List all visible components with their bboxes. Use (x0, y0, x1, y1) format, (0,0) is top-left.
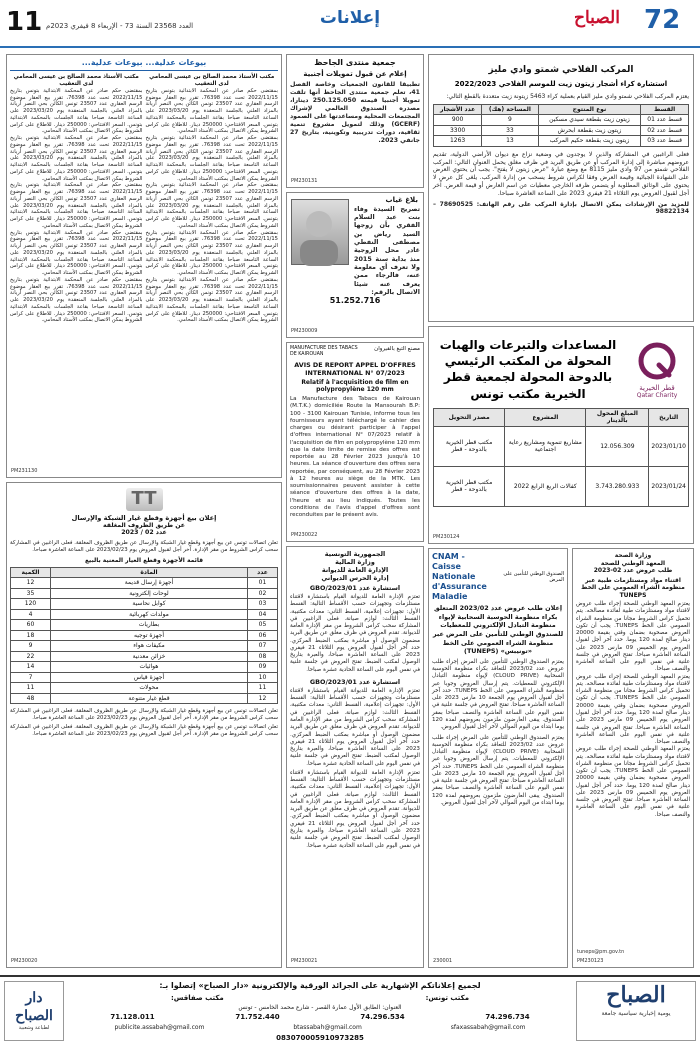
ad-qatar-ref: PM230124 (433, 533, 460, 540)
ad-tt-number: عدد 02 / 2023 (121, 529, 167, 537)
tabac-header (290, 346, 420, 358)
ad-finance-title1: الجمهورية التونسية (324, 550, 386, 558)
judicial-col (146, 74, 279, 324)
table-cell: 120 (11, 599, 51, 610)
ad-judicial-ref: PM231130 (11, 467, 38, 474)
ad-finance-title4: إدارة الحرس الديواني (321, 574, 389, 582)
judicial-body: بمقتضى حكم صادر عن المحكمة الابتدائية بتونس بتاريخ 2022/11/15 تحت عدد 76398، تقرر بيع العقار موضوع الرسم العقاري عدد 23507 تونس الكائن بحي النصر أريانة بالمزاد العلني بالجلسة المنعقدة يوم 2023/03/20 على الساعة التاسعة صباحا بقاعة الجلسات بالمحكمة الابتدائية بتونس. السعر الافتتاحي: 250000 دينار. للاطلاع على كراس الشروط يمكن الاتصال بمكتب الأستاذ المحامي. (145, 229, 279, 277)
ad-tt-title: إعلان بيع أجهزة وقطع غيار الشبكة والإرسال (71, 513, 217, 522)
table-cell: لوحات إلكترونية (51, 588, 248, 599)
ad-health-title1: وزارة الصحة (614, 552, 652, 559)
ad-finance-body: تعتزم الإدارة العامة للديوانة القيام باستشارة لاقتناء مستلزمات وتجهيزات حسب الأقساط التالية: القسط الأول: تجهيزات إعلامية، القسط الثاني: معدات مكتبية، القسط الثالث: لوازم صيانة. فعلى الراغبين في المشاركة سحب كراس الشروط من مقر الإدارة العامة للديوانة. تقدم العروض في ظرف مغلق عن طريق البريد مضمون الوصول أو مباشرة بمكتب الضبط المركزي. حدد آخر أجل لقبول العروض يوم الثلاثاء 21 فيفري 2023 على الساعة العاشرة صباحا، والعبرة بتاريخ الوصول لمكتب الضبط. تفتح العروض في جلسة علنية في نفس اليوم على الساعة الحادية عشرة صباحا. (290, 594, 420, 673)
ad-jahedh-body: تطبيقا للقانون الجمعيات وخاصة الفصل 41، تعلم جمعية منتدى الجاحظ أنها تلقت تمويلا أجنبيا قيمته 250.125.050 دينارا، مصدره الصندوق العالمي لإشراك المجتمعات المحلية ومساعدتها على الصمود (GCERF) وذلك لتمويل مشروع تنمية ثقافية، دورات تدريبية وتكوينية، بتاريخ 27 جانفي 2023. (290, 80, 420, 145)
table-cell: 01 (248, 578, 278, 589)
table-cell: 14 (11, 662, 51, 673)
issue-meta: العدد 23568 السنة 73 - الإربعاء 8 فيفري 2023م (46, 22, 194, 30)
person-photo-icon (290, 200, 348, 266)
table-cell: 06 (248, 630, 278, 641)
ad-finance-subtitle: استشارة عدد GBO/2023/01 (309, 584, 401, 592)
footer-logo-name: الصباح (606, 982, 666, 1008)
table-cell: 11 (11, 683, 51, 694)
qatar-logo-ar: قطر الخيرية (639, 383, 675, 392)
ad-olive-body: فعلى الراغبين في المشاركة والذين لا يوجدون في وضعية نزاع مع ديوان الأراضي الدولية، تقديم عروضهم مباشرة إلى إدارة المركب أو عن طريق البريد في ظرف مغلق يحمل العنوان التالي: المركب الفلاحي شمتو من 97 وادي مليز 8115 مع وضع عبارة "عرض زيتون لا يفتح". يجب أن يحتوي العرض على الشهادة الجبائية وقيمة العرض وفقا لكراس شروط يسحب من إدارة المركب. يلغى كل عرض لا يحتوي على الوثائق المطلوبة أو يتضمن ظرفه الخارجي معطيات عن اسم العارض أو قيمة العرض. آخر أجل لقبول العروض يوم الثلاثاء 21 فيفري 2023 على الساعة العاشرة صباحا. (433, 150, 690, 197)
tt-header (10, 488, 278, 511)
table-cell: 09 (248, 662, 278, 673)
ad-cnam (428, 548, 568, 968)
table-row (11, 588, 278, 599)
ad-jahedh-subtitle: إعلام عن قبول تمويلات أجنبية (303, 70, 407, 78)
col-header: المساحة (هك) (482, 104, 538, 115)
judicial-body: بمقتضى حكم صادر عن المحكمة الابتدائية بتونس بتاريخ 2022/11/15 تحت عدد 76398، تقرر بيع العقار موضوع الرسم العقاري عدد 23507 تونس الكائن بحي النصر أريانة بالمزاد العلني بالجلسة المنعقدة يوم 2023/03/20 على الساعة التاسعة صباحا بقاعة الجلسات بالمحكمة الابتدائية بتونس. السعر الافتتاحي: 250000 دينار. للاطلاع على كراس الشروط يمكن الاتصال بمكتب الأستاذ المحامي. (10, 229, 143, 277)
table-cell: 4 (11, 609, 51, 620)
table-cell: كفالات الربع الرابع 2022 (505, 466, 586, 506)
table-cell: 08 (248, 651, 278, 662)
table-row (11, 641, 278, 652)
ad-health-body: يعتزم المعهد الوطني للصحة إجراء طلب عروض لاقتناء مواد ومستلزمات طبية لفائدة مصالحه. يتم تحميل كراس الشروط مجانا من منظومة الشراء العمومي على الخط TUNEPS. يجب أن تكون العروض مصحوبة بضمان وقتي بقيمة 20000 دينار صالح لمدة 120 يوما. حدد آخر أجل لقبول العروض يوم الخميس 09 مارس 2023 على الساعة العاشرة صباحا. تفتح العروض في جلسة علنية في نفس اليوم على الساعة العاشرة والنصف صباحا. (576, 673, 690, 746)
footer-phone: 71.752.440 (235, 1013, 280, 1022)
table-cell: قسط عدد 03 (641, 136, 689, 147)
table-cell: 04 (248, 609, 278, 620)
ad-judicial-title: بيوعات عدلية... بيوعات عدلية... (10, 58, 278, 71)
ad-olive-title: المركب الفلاحي شمتو وادي مليز (488, 65, 634, 75)
table-row (11, 672, 278, 683)
page-footer (0, 975, 700, 1045)
tabac-org-ar: مصنع التبغ بالقيروان (374, 346, 420, 352)
ad-health-subtitle: اقتناء مواد ومستلزمات طبية عبر منظومة الشراء العمومي على الخط TUNEPS (581, 576, 685, 599)
footer-phone: 74.296.734 (485, 1013, 530, 1022)
table-cell: أجهزة قياس (51, 672, 248, 683)
newspaper-logo (574, 4, 694, 42)
judicial-lawyer: مكتب الأستاذ محمد الصالح بن عيسى المحامي لدى التعقيب (149, 74, 275, 87)
table-cell: خزائن معدنية (51, 651, 248, 662)
ad-qatar (428, 326, 694, 544)
table-row (434, 426, 689, 466)
table-cell: أجهزة إرسال قديمة (51, 578, 248, 589)
col-header: التاريخ (649, 408, 689, 426)
table-row (11, 609, 278, 620)
judicial-body: بمقتضى حكم صادر عن المحكمة الابتدائية بتونس بتاريخ 2022/11/15 تحت عدد 76398، تقرر بيع العقار موضوع الرسم العقاري عدد 23507 تونس الكائن بحي النصر أريانة بالمزاد العلني بالجلسة المنعقدة يوم 2023/03/20 على الساعة التاسعة صباحا بقاعة الجلسات بالمحكمة الابتدائية بتونس. السعر الافتتاحي: 250000 دينار. للاطلاع على كراس الشروط يمكن الاتصال بمكتب الأستاذ المحامي. (10, 276, 143, 324)
footer-email[interactable]: sfaxassabah@gmail.com (450, 1024, 526, 1031)
cnam-logo-row (432, 552, 564, 602)
ad-health-title3: طلب عروض عدد 02-2023 (593, 567, 673, 574)
table-cell: زيتون زيت بقطعة ابحرش (538, 125, 641, 136)
table-cell: قسط عدد 02 (641, 125, 689, 136)
table-cell: 9 (482, 115, 538, 126)
ad-finance-subtitle: استشارة عدد GBO/2023/01 (309, 677, 401, 686)
table-cell: 18 (11, 630, 51, 641)
ad-tt-table (10, 567, 278, 705)
ad-olive-table (433, 104, 689, 147)
ad-finance-title2: وزارة المالية (335, 558, 375, 566)
footer-phones (70, 1013, 570, 1022)
table-cell: 1263 (434, 136, 482, 147)
ad-olive (428, 54, 694, 322)
table-cell: 60 (11, 620, 51, 631)
table-row (11, 620, 278, 631)
qatar-logo (627, 341, 687, 400)
tt-logo: TT (126, 488, 163, 511)
table-row (434, 115, 689, 126)
table-row (11, 693, 278, 704)
table-cell: 11 (248, 683, 278, 694)
qatar-charity-icon (637, 341, 677, 381)
ad-qatar-table (433, 408, 689, 507)
table-cell: 22 (11, 651, 51, 662)
logo-name: الصباح (574, 8, 620, 28)
table-row (11, 578, 278, 589)
table-row (434, 466, 689, 506)
col-header: الكمية (11, 567, 51, 578)
table-cell: زيتون زيت بقطعة حكيم المركب (538, 136, 641, 147)
footer-phone: 74.296.534 (360, 1013, 405, 1022)
table-cell: 33 (482, 125, 538, 136)
judicial-lawyer: مكتب الأستاذ محمد الصالح بن عيسى المحامي لدى التعقيب (13, 74, 139, 87)
judicial-columns (10, 74, 278, 324)
page-number: 11 (6, 7, 43, 37)
table-cell: 05 (248, 620, 278, 631)
ad-cnam-body: يعتزم الصندوق الوطني للتأمين على المرض إجراء طلب عروض عدد 2023/02 للتعاقد بكراء منظومة الحوسبة السحابية (CLOUD PRIVE) لإيواء منظومة التبادل الإلكتروني للمعطيات. يتم إرسال العروض وجوبا عبر منظومة الشراء العمومي على الخط TUNEPS. حدد آخر أجل لقبول العروض يوم الجمعة 10 مارس 2023 على الساعة العاشرة صباحا. تفتح العروض في جلسة علنية في نفس اليوم على الساعة العاشرة والنصف صباحا بمقر الصندوق. يبقى العارضون ملزمون بعروضهم لمدة 120 يوما ابتداء من اليوم الموالي لآخر أجل لقبول العروض. (432, 734, 564, 806)
ad-tabac-subtitle: Relatif à l'acquisition de film en polypropylène 120 mm (301, 378, 409, 394)
ad-olive-intro: يعتزم المركب الفلاحي شمتو وادي مليز القيام بعملية كراء 5463 زيتونة زيت متعددة بالقطع التالي: (446, 93, 689, 100)
col-header: عدد (248, 567, 278, 578)
table-row (11, 630, 278, 641)
table-cell: أجهزة توجيه (51, 630, 248, 641)
ad-qatar-title: المساعدات والتبرعات والهبات المحولة من المكتب الرئيسي بالدوحة المحولة لجمعية قطر الخيرية مكتب تونس (439, 338, 617, 401)
ad-health (572, 548, 694, 968)
judicial-body: بمقتضى حكم صادر عن المحكمة الابتدائية بتونس بتاريخ 2022/11/15 تحت عدد 76398، تقرر بيع العقار موضوع الرسم العقاري عدد 23507 تونس الكائن بحي النصر أريانة بالمزاد العلني بالجلسة المنعقدة يوم 2023/03/20 على الساعة التاسعة صباحا بقاعة الجلسات بالمحكمة الابتدائية بتونس. السعر الافتتاحي: 250000 دينار. للاطلاع على كراس الشروط يمكن الاتصال بمكتب الأستاذ المحامي. (145, 135, 279, 182)
ad-tabac-ref: PM230022 (291, 531, 318, 538)
ad-health-ref: PM230123 (577, 957, 604, 964)
ad-finance-body: تعتزم الإدارة العامة للديوانة القيام باستشارة لاقتناء مستلزمات وتجهيزات حسب الأقساط التالية: القسط الأول: تجهيزات إعلامية، القسط الثاني: معدات مكتبية، القسط الثالث: لوازم صيانة. فعلى الراغبين في المشاركة سحب كراس الشروط من مقر الإدارة العامة للديوانة. تقدم العروض في ظرف مغلق عن طريق البريد مضمون الوصول أو مباشرة بمكتب الضبط المركزي. حدد آخر أجل لقبول العروض يوم الثلاثاء 21 فيفري 2023 على الساعة العاشرة صباحا، والعبرة بتاريخ الوصول لمكتب الضبط. تفتح العروض في جلسة علنية في نفس اليوم على الساعة الحادية عشرة صباحا. (290, 769, 420, 849)
footer-logo-small-tag: لطباعة وشعبية (18, 1025, 50, 1031)
table-cell: زيتون زيت بقطعة سيدي مسكين (538, 115, 641, 126)
table-cell: 2023/01/24 (649, 466, 689, 506)
col-header: عدد الأشجار (434, 104, 482, 115)
cnam-org-fr: CNAM - Caisse Nationale d'Assurance Maladie (432, 552, 487, 601)
footer-logo-tag: يومية إخبارية سياسية جامعة (601, 1009, 671, 1017)
ad-finance-body: تعتزم الإدارة العامة للديوانة القيام باستشارة لاقتناء مستلزمات وتجهيزات حسب الأقساط التالية: القسط الأول: تجهيزات إعلامية، القسط الثاني: معدات مكتبية، القسط الثالث: لوازم صيانة. فعلى الراغبين في المشاركة سحب كراس الشروط من مقر الإدارة العامة للديوانة. تقدم العروض في ظرف مغلق عن طريق البريد مضمون الوصول أو مباشرة بمكتب الضبط المركزي. حدد آخر أجل لقبول العروض يوم الثلاثاء 21 فيفري 2023 على الساعة العاشرة صباحا، والعبرة بتاريخ الوصول لمكتب الضبط. تفتح العروض في جلسة علنية في نفس اليوم على الساعة الحادية عشرة صباحا. (290, 687, 420, 767)
table-cell: 35 (11, 588, 51, 599)
footer-office-sfax: مكتب صفاقس: (170, 994, 224, 1002)
footer-emails (70, 1024, 570, 1032)
col-header: المشروع (505, 408, 586, 426)
judicial-body: بمقتضى حكم صادر عن المحكمة الابتدائية بتونس بتاريخ 2022/11/15 تحت عدد 76398، تقرر بيع العقار موضوع الرسم العقاري عدد 23507 تونس الكائن بحي النصر أريانة بالمزاد العلني بالجلسة المنعقدة يوم 2023/03/20 على الساعة التاسعة صباحا بقاعة الجلسات بالمحكمة الابتدائية بتونس. السعر الافتتاحي: 250000 دينار. للاطلاع على كراس الشروط يمكن الاتصال بمكتب الأستاذ المحامي. (145, 87, 279, 135)
footer-contact (70, 981, 570, 1042)
ad-olive-subtitle: استشارة كراء أشجار زيتون زيت للموسم الفلاحي 2022/2023 (454, 80, 668, 89)
ad-health-body: يعتزم المعهد الوطني للصحة إجراء طلب عروض لاقتناء مواد ومستلزمات طبية لفائدة مصالحه. يتم تحميل كراس الشروط مجانا من منظومة الشراء العمومي على الخط TUNEPS. يجب أن تكون العروض مصحوبة بضمان وقتي بقيمة 20000 دينار صالح لمدة 120 يوما. حدد آخر أجل لقبول العروض يوم الخميس 09 مارس 2023 على الساعة العاشرة صباحا. تفتح العروض في جلسة علنية في نفس اليوم على الساعة العاشرة والنصف صباحا. (576, 746, 690, 818)
ad-cnam-body: يعتزم الصندوق الوطني للتأمين على المرض إجراء طلب عروض عدد 2023/02 للتعاقد بكراء منظومة الحوسبة السحابية (CLOUD PRIVE) لإيواء منظومة التبادل الإلكتروني للمعطيات. يتم إرسال العروض وجوبا عبر منظومة الشراء العمومي على الخط TUNEPS. حدد آخر أجل لقبول العروض يوم الجمعة 10 مارس 2023 على الساعة العاشرة صباحا. تفتح العروض في جلسة علنية في نفس اليوم على الساعة العاشرة والنصف صباحا بمقر الصندوق. يبقى العارضون ملزمون بعروضهم لمدة 120 يوما ابتداء من اليوم الموالي لآخر أجل لقبول العروض. (432, 658, 564, 731)
table-cell: مولدات كهربائية (51, 609, 248, 620)
table-cell: 7 (11, 672, 51, 683)
table-cell: 9 (11, 641, 51, 652)
ad-tabac-body: La Manufacture des Tabacs de Kairouan (M.T.K.) domiciliée Route la Mansourah B.P: 100 - 3100 Kairouan Tunisie, informe tous les fournisseurs ayant téléchargé le cahier des charges ou désirant participer à l'appel d'offres international N° 07/2023 relatif à l'acquisition de film en polypropylène 120 mm que la date limite de remise des offres est reportée au 28 Février 2023 jusqu'à 10 heures. La séance d'ouverture des offres sera reportée, par conséquent, au 28 Février 2023 à 12 heures au siège de la MTK. Les soumissionnaires peuvent assister à cette séance d'ouverture des offres à la date, l'heure et au lieu indiqués. Toutes les conditions de l'avis d'appel d'offres sont reconduites par le présent avis. (290, 395, 421, 519)
footer-address: العنوان: الطابق الأول عمارة القصر - شارع محمد الخامس - تونس (238, 1003, 402, 1011)
footer-email[interactable]: btassabah@gmail.com (293, 1024, 362, 1031)
tabac-org-fr: MANUFACTURE DES TABACS DE KAIROUAN (290, 346, 358, 357)
table-cell: 07 (248, 641, 278, 652)
ad-finance-title3: الإدارة العامة للديوانة (321, 566, 389, 574)
ad-tt (6, 482, 282, 968)
footer-phone: 71.128.011 (110, 1013, 155, 1022)
table-cell: مكتب قطر الخيرية بالدوحة - قطر (434, 466, 505, 506)
ad-tabac (286, 342, 424, 542)
ad-jahedh-title: جمعية منتدى الجاحظ (314, 58, 396, 67)
table-row (11, 599, 278, 610)
col-header: القسط (641, 104, 689, 115)
footer-logo-small-name: دار الصباح (15, 990, 53, 1024)
table-cell: مكتب قطر الخيرية بالدوحة - قطر (434, 426, 505, 466)
ad-absence-body: تصريح السيدة وفاء بنت عبد السلام الفقري بأن زوجها السيد رياض بن مصطفى النفطي غادر محل الزوجية منذ بداية سنة 2015 ولا تعرف أي معلومة عنه، فالرجاء ممن يعرف عنه شيئا الاتصال بالرقم: (354, 204, 420, 297)
ad-health-body: يعتزم المعهد الوطني للصحة إجراء طلب عروض لاقتناء مواد ومستلزمات طبية لفائدة مصالحه. يتم تحميل كراس الشروط مجانا من منظومة الشراء العمومي على الخط TUNEPS. يجب أن تكون العروض مصحوبة بضمان وقتي بقيمة 20000 دينار صالح لمدة 120 يوما. حدد آخر أجل لقبول العروض يوم الخميس 09 مارس 2023 على الساعة العاشرة صباحا. تفتح العروض في جلسة علنية في نفس اليوم على الساعة العاشرة والنصف صباحا. (576, 601, 690, 673)
ad-absence-phone: 51.252.716 (329, 296, 381, 306)
table-row (11, 651, 278, 662)
ad-absence (286, 192, 424, 338)
ad-judicial (6, 54, 282, 478)
ad-jahedh (286, 54, 424, 188)
logo-number: 72 (644, 5, 681, 35)
table-cell: 3.743.280.933 (586, 466, 649, 506)
table-cell: بطاريات (51, 620, 248, 631)
ad-tabac-title: AVIS DE REPORT APPEL D'OFFRES INTERNATIONAL N° 07/2023 (294, 360, 416, 377)
footer-logo-small (4, 981, 64, 1041)
judicial-col (10, 74, 143, 324)
section-title: إعلانات (319, 8, 381, 28)
cnam-org-ar: الصندوق الوطني للتأمين على المرض (503, 570, 564, 583)
ad-tt-body: تعلن اتصالات تونس عن بيع أجهزة وقطع غيار الشبكة والإرسال عن طريق الظروف المغلقة. فعلى الراغبين في المشاركة سحب كراس الشروط من مقر الإدارة. آخر أجل لقبول العروض يوم 2023/02/23 على الساعة العاشرة صباحا. (10, 540, 278, 554)
table-cell: 12.056.309 (586, 426, 649, 466)
table-cell: هوائيات (51, 662, 248, 673)
footer-logo (576, 981, 696, 1041)
table-cell: 3300 (434, 125, 482, 136)
ad-cnam-ref: 230001 (433, 957, 453, 964)
ad-tt-body: تعلن اتصالات تونس عن بيع أجهزة وقطع غيار الشبكة والإرسال عن طريق الظروف المغلقة. فعلى الراغبين في المشاركة سحب كراس الشروط من مقر الإدارة. آخر أجل لقبول العروض يوم 2023/02/23 على الساعة العاشرة صباحا. (10, 708, 278, 722)
ad-tt-subtitle: عن طريق الظروف المغلقة (102, 521, 185, 529)
judicial-body: بمقتضى حكم صادر عن المحكمة الابتدائية بتونس بتاريخ 2022/11/15 تحت عدد 76398، تقرر بيع العقار موضوع الرسم العقاري عدد 23507 تونس الكائن بحي النصر أريانة بالمزاد العلني بالجلسة المنعقدة يوم 2023/03/20 على الساعة التاسعة صباحا بقاعة الجلسات بالمحكمة الابتدائية بتونس. السعر الافتتاحي: 250000 دينار. للاطلاع على كراس الشروط يمكن الاتصال بمكتب الأستاذ المحامي. (10, 182, 143, 229)
table-cell: 03 (248, 599, 278, 610)
ad-olive-contact: للمزيد من الإرشادات يمكن الاتصال بإدارة المركب على رقم الهاتف: 78690525 – 98822134 (433, 200, 690, 216)
table-cell: 48 (11, 693, 51, 704)
ad-jahedh-ref: PM230131 (291, 177, 318, 184)
table-cell: 2023/01/10 (649, 426, 689, 466)
table-cell: مشاريع تنموية ومشاريع رعاية اجتماعية (505, 426, 586, 466)
table-cell: قسط عدد 01 (641, 115, 689, 126)
table-cell: مكيفات هواء (51, 641, 248, 652)
table-row (434, 136, 689, 147)
page-header (0, 0, 700, 48)
qatar-logo-en: Qatar Charity (636, 392, 678, 400)
ad-tt-ref: PM230020 (11, 957, 38, 964)
footer-headline: لجميع إعلاناتكم الإشهارية على الجرائد الورقية والإلكترونية «دار الصباح» إتصلوا بـ: (159, 981, 481, 990)
ad-health-title2: المعهد الوطني للصحة (600, 559, 666, 567)
col-header: مصدر التحويل (434, 408, 505, 426)
table-row (11, 662, 278, 673)
footer-offices (70, 994, 570, 1003)
judicial-body: بمقتضى حكم صادر عن المحكمة الابتدائية بتونس بتاريخ 2022/11/15 تحت عدد 76398، تقرر بيع العقار موضوع الرسم العقاري عدد 23507 تونس الكائن بحي النصر أريانة بالمزاد العلني بالجلسة المنعقدة يوم 2023/03/20 على الساعة التاسعة صباحا بقاعة الجلسات بالمحكمة الابتدائية بتونس. السعر الافتتاحي: 250000 دينار. للاطلاع على كراس الشروط يمكن الاتصال بمكتب الأستاذ المحامي. (10, 135, 143, 182)
col-header: نوع المنتوج (538, 104, 641, 115)
ad-tt-table-title: قائمة الأجهزة وقطع الغيار المعنية بالبيع (84, 557, 204, 565)
col-header: المادة (51, 567, 248, 578)
table-row (434, 125, 689, 136)
footer-email[interactable]: publicite.assabah@gmail.com (114, 1024, 205, 1031)
table-cell: 13 (482, 136, 538, 147)
table-cell: 12 (11, 578, 51, 589)
ad-finance (286, 546, 424, 968)
table-cell: 02 (248, 588, 278, 599)
footer-office-tunis: مكتب تونس: (425, 994, 470, 1002)
table-cell: محولات (51, 683, 248, 694)
ad-tt-body: تعلن اتصالات تونس عن بيع أجهزة وقطع غيار الشبكة والإرسال عن طريق الظروف المغلقة. فعلى الراغبين في المشاركة سحب كراس الشروط من مقر الإدارة. آخر أجل لقبول العروض يوم 2023/02/23 على الساعة العاشرة صباحا. (10, 724, 278, 738)
judicial-body: بمقتضى حكم صادر عن المحكمة الابتدائية بتونس بتاريخ 2022/11/15 تحت عدد 76398، تقرر بيع العقار موضوع الرسم العقاري عدد 23507 تونس الكائن بحي النصر أريانة بالمزاد العلني بالجلسة المنعقدة يوم 2023/03/20 على الساعة التاسعة صباحا بقاعة الجلسات بالمحكمة الابتدائية بتونس. السعر الافتتاحي: 250000 دينار. للاطلاع على كراس الشروط يمكن الاتصال بمكتب الأستاذ المحامي. (10, 87, 143, 135)
ad-absence-title: بلاغ غياب (385, 196, 418, 204)
judicial-body: بمقتضى حكم صادر عن المحكمة الابتدائية بتونس بتاريخ 2022/11/15 تحت عدد 76398، تقرر بيع العقار موضوع الرسم العقاري عدد 23507 تونس الكائن بحي النصر أريانة بالمزاد العلني بالجلسة المنعقدة يوم 2023/03/20 على الساعة التاسعة صباحا بقاعة الجلسات بالمحكمة الابتدائية بتونس. السعر الافتتاحي: 250000 دينار. للاطلاع على كراس الشروط يمكن الاتصال بمكتب الأستاذ المحامي. (145, 182, 279, 229)
ad-absence-ref: PM230009 (291, 327, 318, 334)
table-cell: كوابل نحاسية (51, 599, 248, 610)
ad-cnam-title: إعلان طلب عروض عدد 2023/02 المتعلق بكراء منظومة الحوسبة السحابية لإيواء منظومة التبادل الإلكتروني للمعطيات للصندوق الوطني للتأمين على المرض عبر منظومة الشراء العمومي على الخط «تونيبس» (TUNEPS) (432, 604, 564, 656)
ad-finance-ref: PM230021 (291, 957, 318, 964)
judicial-body: بمقتضى حكم صادر عن المحكمة الابتدائية بتونس بتاريخ 2022/11/15 تحت عدد 76398، تقرر بيع العقار موضوع الرسم العقاري عدد 23507 تونس الكائن بحي النصر أريانة بالمزاد العلني بالجلسة المنعقدة يوم 2023/03/20 على الساعة التاسعة صباحا بقاعة الجلسات بالمحكمة الابتدائية بتونس. السعر الافتتاحي: 250000 دينار. للاطلاع على كراس الشروط يمكن الاتصال بمكتب الأستاذ المحامي. (145, 276, 279, 324)
table-cell: 10 (248, 672, 278, 683)
table-cell: 900 (434, 115, 482, 126)
person-photo (291, 199, 349, 265)
col-header: المبلغ المحول بالدينار (586, 408, 649, 426)
ad-health-site: tuneps@pm.gov.tn (577, 948, 625, 955)
table-row (11, 683, 278, 694)
footer-rib: 083070005910973285 (276, 1033, 364, 1042)
table-cell: قطع غيار متنوعة (51, 693, 248, 704)
table-cell: 12 (248, 693, 278, 704)
